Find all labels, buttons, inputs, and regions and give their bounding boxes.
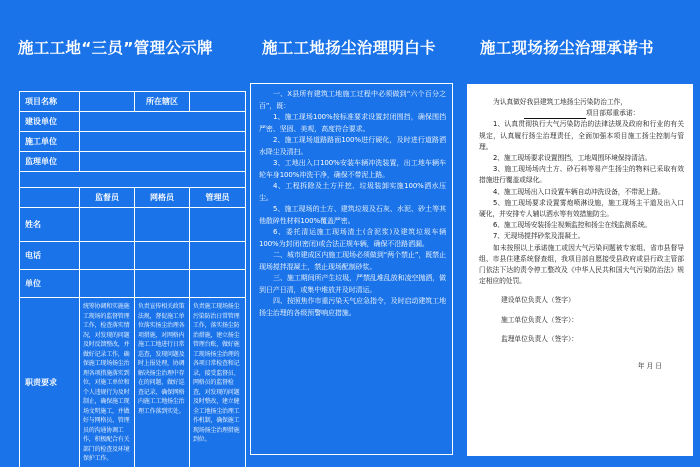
district-label: 所在辖区: [135, 92, 190, 112]
card-paragraph: 4、工程拆除及土方开挖、垃圾装卸实施100%洒水压尘。: [259, 182, 446, 202]
phone-manager: [190, 242, 246, 270]
pledge-item: 2、施工现场要求设置围挡，工地周围环境保持清洁。: [493, 154, 652, 163]
pledge-item: 6、施工现场安装扬尘视频监控和扬尘在线监测系统。: [493, 221, 652, 230]
builder-label: 建设单位: [20, 112, 80, 132]
sign-constructor: 施工单位负责人（签字）：: [501, 315, 578, 324]
duty-grid: 负责宣传相关政策法规，督促施工单位落实扬尘治理各项措施，对网格内施工工地进行日常巡查，发现问题及时上报处理，协调解决扬尘治理中存在的问题，做好巡查记录，确保网格内施工工地扬尘治理工作落到实处。: [135, 298, 190, 467]
header-blank: [20, 188, 80, 208]
pledge-item: 7、无现场搅拌砂浆及混凝土。: [493, 232, 585, 241]
constructor-label: 施工单位: [20, 132, 80, 152]
unit-supervisor: [80, 270, 135, 298]
card-paragraph: 四、按照焦作市重污染天气应急指令，及时启动建筑工地扬尘治理的各级预警响应措施。: [259, 297, 446, 317]
pledge-item: 4、施工现场出入口设置车辆自动冲洗设备，不带泥上路。: [493, 187, 665, 196]
row-unit-label: 单位: [20, 270, 80, 298]
card-paragraph: 二、城市建成区内施工现场必须做到“两个禁止”，既禁止现场搅拌混凝土，禁止现场配制砂浆。: [259, 251, 446, 271]
card-paragraph: 5、施工现场的土方、建筑垃圾及石灰、水泥、砂土等其他散碎性材料100%覆盖严密。: [259, 205, 446, 225]
project-name-label: 项目名称: [20, 92, 80, 112]
pledge-item: 5、施工现场要求设置雾炮喷淋设施，施工现场主干道及出入口硬化，并安排专人辅以洒水等有效措施防尘。: [479, 198, 684, 219]
row-duty-label: 职责要求: [20, 298, 80, 467]
district-value: [190, 92, 246, 112]
phone-grid: [135, 242, 190, 270]
card-paragraph: 一、X县所有建筑工地施工过程中必须做到“六个百分之百”，既：: [259, 90, 446, 110]
col-grid: 网格员: [135, 188, 190, 208]
phone-supervisor: [80, 242, 135, 270]
unit-grid: [135, 270, 190, 298]
project-name-value: [80, 92, 135, 112]
card-panel: [250, 83, 453, 455]
card-paragraph: 三、施工期间所产生垃圾，严禁乱堆乱放和凌空抛洒，做到日产日清，或集中堆放并及时清运。: [259, 274, 446, 294]
col-manager: 管理员: [190, 188, 246, 208]
card-title: 施工工地扬尘治理明白卡: [262, 39, 436, 57]
constructor-value: [80, 132, 246, 152]
card-paragraph: 3、工地出入口100%安装车辆冲洗装置，出工地车辆车轮车身100%冲洗干净，确保不带泥上路。: [259, 159, 446, 179]
name-manager: [190, 208, 246, 242]
project-name-blank: [524, 111, 586, 119]
pledge-date: 年 月 日: [637, 362, 662, 371]
pledge-closing: 如未按照以上承诺施工或因大气污染问题被专家组、省市县督导组、市县住建系统督查组，我项目部自愿接受县政府或县行政主管部门依法下达的责令停工整改及《中华人民共和国大气污染防治法》规定相应的处罚。: [479, 243, 684, 286]
duty-supervisor: 统筹协调和实施施工现场的监督管理工作，检查落实情况，对发现的问题及时反馈整改，并做好记录工作，确保施工现场扬尘治理各项措施落实到位，对施工单位和个人违规行为及时制止，确保施工现场文明施工，并做好与网格员、管理员的沟通协调工作，积极配合有关部门的检查及环境保护工作。: [80, 298, 135, 467]
table-gap: [20, 172, 246, 188]
pledge-title: 施工现场扬尘治理承诺书: [480, 39, 654, 57]
name-supervisor: [80, 208, 135, 242]
board-panel: [19, 91, 245, 462]
card-paragraph: 6、委托清运施工现场渣土(含泥浆)及建筑垃圾车辆100%为封闭(密闭)或合法正规车辆，确保不沿路洒漏。: [259, 228, 446, 248]
card-paragraph: 2、施工现场道路路面100%进行硬化，及时进行道路洒水降尘及清扫。: [259, 136, 446, 156]
pledge-intro: 为认真做好我县建筑工地扬尘污染防治工作，: [493, 98, 627, 106]
supervisor-unit-label: 监理单位: [20, 152, 80, 172]
card-paragraph: 1、施工现场100%按标准要求设置封闭围挡，确保围挡严密、坚固、美观，高度符合要求。: [259, 113, 446, 133]
name-grid: [135, 208, 190, 242]
unit-manager: [190, 270, 246, 298]
pledge-item: 3、施工现场场内土方、砂石料等易产生扬尘的物料已采取有效措施进行覆盖或绿化。: [479, 165, 684, 185]
row-phone-label: 电话: [20, 242, 80, 270]
row-name-label: 姓名: [20, 208, 80, 242]
board-title: 施工工地“三员”管理公示牌: [18, 39, 213, 57]
sign-builder: 建设单位负责人（签字）: [501, 296, 575, 305]
col-supervisor: 监督员: [80, 188, 135, 208]
duty-manager: 负责施工现场扬尘污染防治日常管理工作，落实扬尘防治措施，建立扬尘管理台账，做好施工现场扬尘治理的各项日常检查和记录，接受监督员、网格员的监督检查，对发现的问题及时整改，建立健全工地扬尘治理工作机制，确保施工现场扬尘治理措施到位。: [190, 298, 246, 467]
pledge-panel: [467, 84, 693, 456]
board-table: [19, 91, 246, 467]
pledge-item: 1、认真贯彻执行大气污染防治的法律法规及政府和行业的有关规定，认真履行扬尘治理责任，全面加强本项目施工扬尘控制与管理。: [479, 120, 684, 151]
pledge-project-line: 项目部郑重承诺：: [479, 108, 684, 119]
sign-supervisor: 监理单位负责人（签字）：: [501, 334, 578, 343]
supervisor-unit-value: [80, 152, 246, 172]
builder-value: [80, 112, 246, 132]
